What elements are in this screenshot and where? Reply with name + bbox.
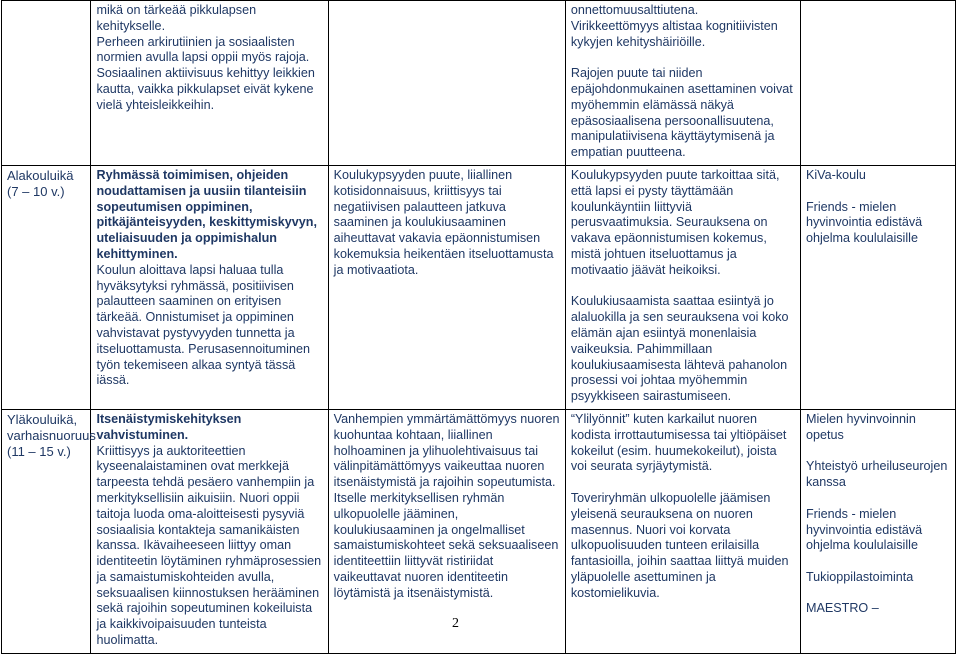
text-paragraph: Rajojen puute tai niiden epäjohdonmukainen asettaminen voivat myöhemmin elämässä näkyä epäsosiaalisena persoonallisuutena, manipulatiivisena käyttäytymisenä ja empatian puutteena.	[570, 66, 793, 160]
text-paragraph: Koulukypsyyden puute, liiallinen kotisidonnaisuus, kriittisyys tai negatiivisen palautteen jatkuva saaminen ja koulukiusaaminen aiheuttavat vakavia epäonnistumisen kokemuksia heikentäen itseluottamusta ja motivaatiota.	[333, 167, 554, 277]
program-item: Tukioppilastoiminta	[805, 569, 914, 584]
cell-risks-ylakouluika	[328, 409, 565, 653]
cell-top-age	[2, 1, 91, 166]
cell-top-consequences	[565, 1, 800, 166]
program-item: MAESTRO –	[805, 601, 879, 616]
cell-age-ylakouluika	[2, 409, 96, 653]
page-number: 2	[452, 616, 459, 631]
cell-risks-alakouluika	[328, 165, 565, 409]
program-item: KiVa-koulu	[805, 167, 866, 182]
text-paragraph: onnettomuusalttiutena.	[570, 3, 699, 17]
cell-age-alakouluika	[2, 165, 91, 409]
text-paragraph: Kriittisyys ja auktoriteettien kyseenalaistaminen ovat merkkejä tarpeesta tehdä pesäero vanhempiin ja merkityksellisiin aikuisiin. Nuori oppii taitoja luoda oma-aloitteisesti pysyviä sosiaalisia kontakteja samanikäisten kanssa. Ikävaiheeseen liittyy oman identiteetin löytäminen ryhmäprosessien ja samaistumiskohteiden avulla, seksuaalisen kiinnostuksen herääminen sekä rajoihin sopeutuminen kokeiluista ja kaikkivoipaisuuden tunteista huolimatta.	[96, 443, 322, 648]
cell-consequences-ylakouluika	[565, 409, 800, 653]
cell-consequences-alakouluika	[565, 165, 800, 409]
text-paragraph: Virikkeettömyys altistaa kognitiivisten kykyjen kehityshäiriöille.	[570, 18, 778, 49]
cell-programs-alakouluika	[800, 165, 955, 409]
cell-development-ylakouluika	[91, 409, 328, 653]
cell-programs-ylakouluika	[800, 409, 955, 653]
program-item: Mielen hyvinvoinnin opetus	[805, 411, 916, 442]
text-paragraph: mikä on tärkeää pikkulapsen kehitykselle.	[96, 3, 257, 33]
age-label: Yläkouluikä, varhaisnuoruus (11 – 15 v.)	[7, 411, 96, 459]
table-row-ylakouluika	[2, 409, 956, 653]
text-paragraph: Toveriryhmän ulkopuolelle jäämisen yleisenä seurauksena on nuoren masennus. Nuori voi korvata ulkopuolisuuden tunteen erilaisilla fantasioilla, joihin saattaa liittyä muiden yläpuolelle asettuminen ja kostomielikuvia.	[570, 490, 789, 600]
text-paragraph: Itselle merkityksellisen ryhmän ulkopuolelle jääminen, koulukiusaaminen ja ongelmalliset samaistumiskohteet sekä seksuaaliseen identiteettiin liittyvät ristiriidat vaikeuttavat nuoren identiteetin löytämistä ja itsenäistymistä.	[333, 490, 559, 600]
text-paragraph: Koulun aloittava lapsi haluaa tulla hyväksytyksi ryhmässä, positiivisen palautteen saaminen on erityisen tärkeää. Onnistumiset ja oppiminen vahvistavat pystyvyyden tunnetta ja itseluottamusta. Perusasennoituminen työn tekemiseen alkaa syntyä tässä iässä.	[96, 262, 310, 388]
table-row-top	[2, 1, 956, 166]
cell-top-programs	[800, 1, 955, 166]
text-paragraph: Sosiaalinen aktiivisuus kehittyy leikkien kautta, vaikka pikkulapset eivät kykene vielä yhteisleikkeihin.	[96, 66, 315, 112]
program-item: Friends - mielen hyvinvointia edistävä ohjelma koululaisille	[805, 199, 923, 246]
development-table	[1, 0, 956, 654]
program-item: Friends - mielen hyvinvointia edistävä ohjelma koululaisille	[805, 506, 923, 553]
text-paragraph: “Ylilyönnit” kuten karkailut nuoren kodista irrottautumisessa tai yltiöpäiset kokeilut (esim. huumekokeilut), joista voi seurata syrjäytymistä.	[570, 411, 787, 474]
table-row-alakouluika	[2, 165, 956, 409]
program-item: Yhteistyö urheiluseurojen kanssa	[805, 459, 948, 490]
cell-top-risks	[328, 1, 565, 166]
text-paragraph: Koulukypsyyden puute tarkoittaa sitä, että lapsi ei pysty täyttämään koulunkäyntiin liittyviä perusvaatimuksia. Seurauksena on vakava epäonnistumisen kokemus, mistä johtuen itseluottamus ja motivaatio jäävät heikoiksi.	[570, 167, 780, 277]
text-paragraph: Vanhempien ymmärtämättömyys nuoren kuohuntaa kohtaan, liiallinen holhoaminen ja ylihuolehtivaisuus tai välinpitämättömyys vaikeuttaa nuoren itsenäistymistä ja rajoihin sopeutumista.	[333, 411, 560, 490]
text-paragraph-bold: Itsenäistymiskehityksen vahvistuminen.	[96, 411, 242, 442]
age-label: Alakouluikä (7 – 10 v.)	[7, 167, 74, 199]
cell-top-development	[91, 1, 328, 166]
text-paragraph: Koulukiusaamista saattaa esiintyä jo alaluokilla ja sen seurauksena voi koko elämän ajan esiintyä monenlaisia vaikeuksia. Pahimmillaan koulukiusaamisesta lähtevä pahanolon prosessi voi johtaa myöhemmin psyykkiseen sairastumiseen.	[570, 294, 789, 404]
text-paragraph-bold: Ryhmässä toimimisen, ohjeiden noudattamisen ja uusiin tilanteisiin sopeutumisen oppiminen, pitkäjänteisyyden, keskittymiskyvyn, uteliaisuuden ja oppimishalun kehittyminen.	[96, 167, 317, 261]
cell-development-alakouluika	[91, 165, 328, 409]
text-paragraph: Perheen arkirutiinien ja sosiaalisten normien avulla lapsi oppii myös rajoja.	[96, 34, 310, 65]
